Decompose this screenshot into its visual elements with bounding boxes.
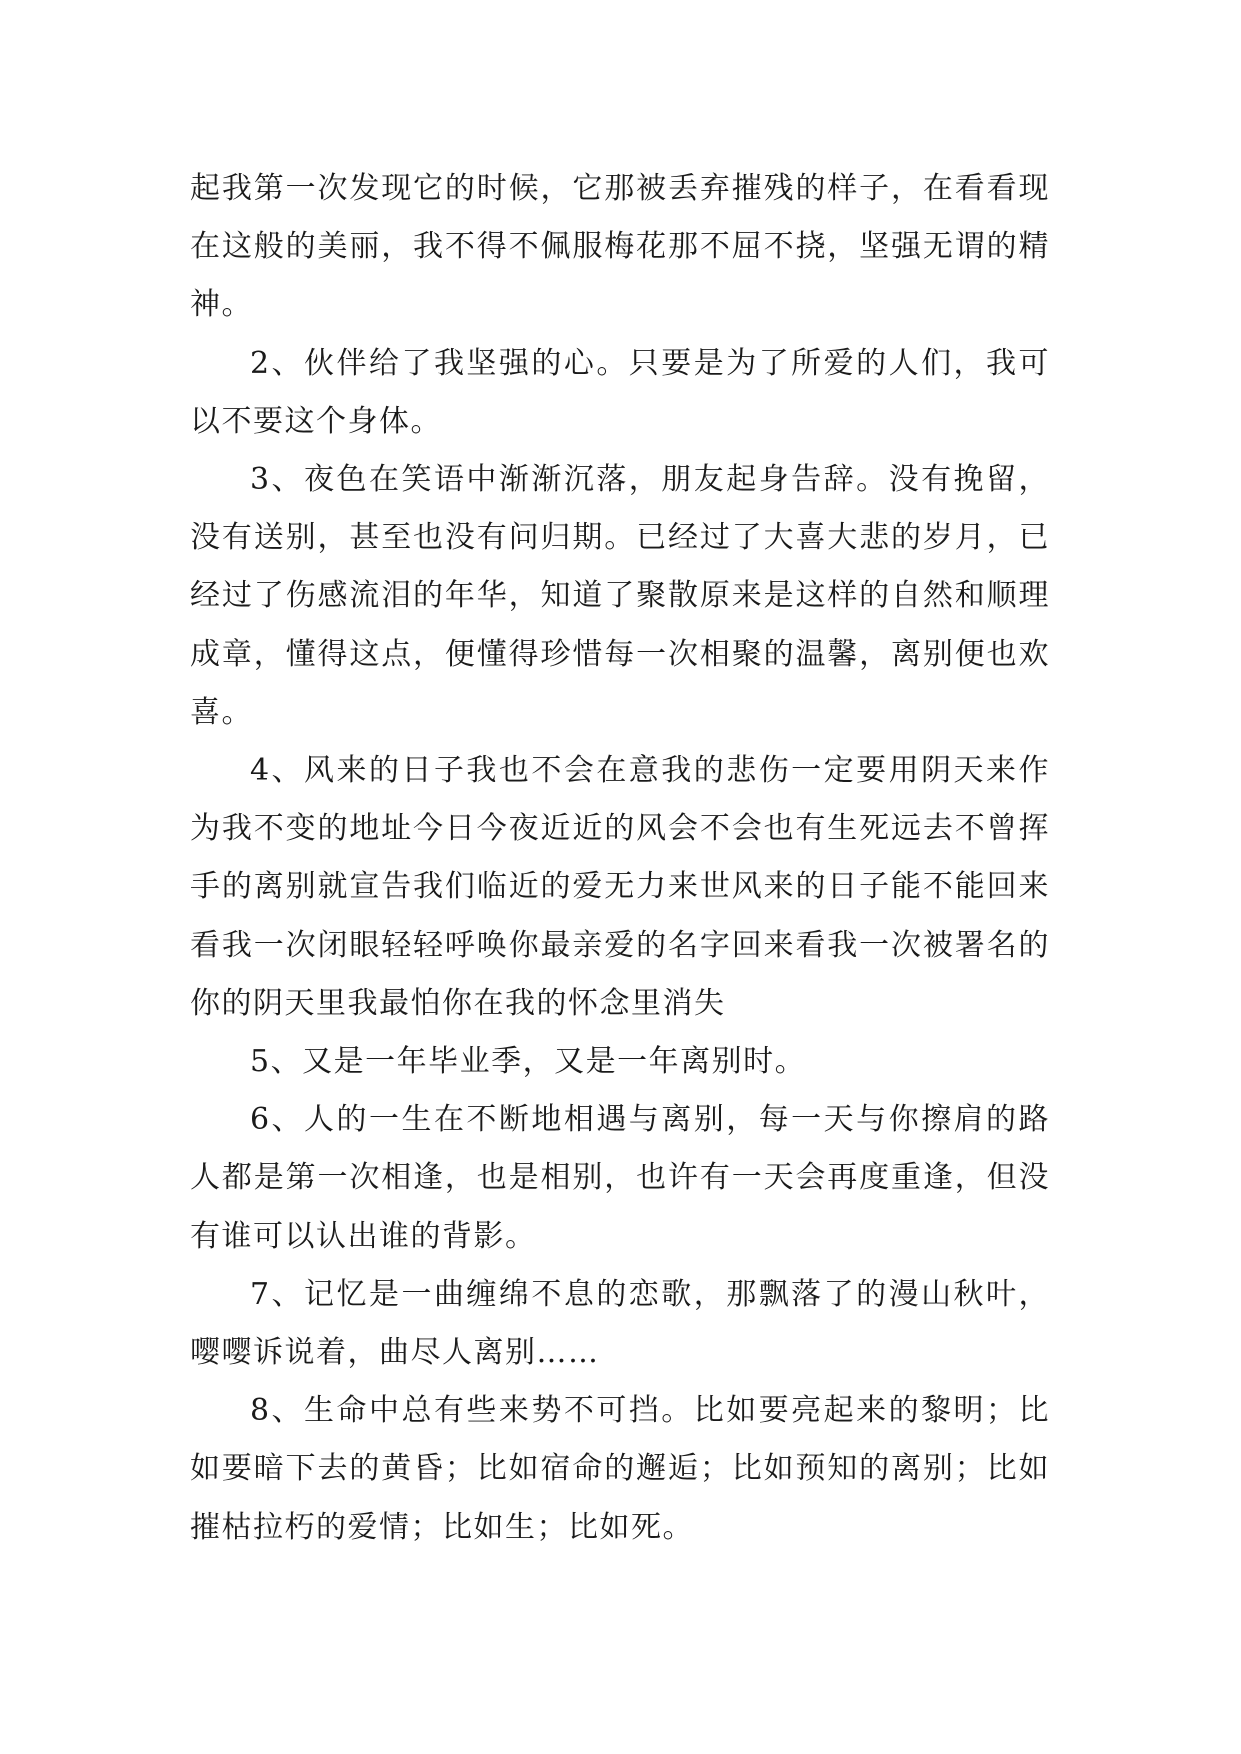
document-body — [190, 160, 1050, 1557]
paragraph-item-4: 4、风来的日子我也不会在意我的悲伤一定要用阴天来作为我不变的地址今日今夜近近的风会不会也有生死远去不曾挥手的离别就宣告我们临近的爱无力来世风来的日子能不能回来看我一次闭眼轻轻呼唤你最亲爱的名字回来看我一次被署名的你的阴天里我最怕你在我的怀念里消失 — [190, 753, 1050, 1021]
paragraph-item-3: 3、夜色在笑语中渐渐沉落，朋友起身告辞。没有挽留，没有送别，甚至也没有问归期。已经过了大喜大悲的岁月，已经过了伤感流泪的年华，知道了聚散原来是这样的自然和顺理成章，懂得这点，便懂得珍惜每一次相聚的温馨，离别便也欢喜。 — [190, 462, 1050, 730]
paragraph-item-6: 6、人的一生在不断地相遇与离别，每一天与你擦肩的路人都是第一次相逢，也是相别，也许有一天会再度重逢，但没有谁可以认出谁的背影。 — [190, 1102, 1050, 1254]
paragraph-item-7: 7、记忆是一曲缠绵不息的恋歌，那飘落了的漫山秋叶，嘤嘤诉说着，曲尽人离别…… — [190, 1276, 1050, 1371]
paragraph-item-5: 5、又是一年毕业季，又是一年离别时。 — [250, 1044, 807, 1080]
paragraph-item-8: 8、生命中总有些来势不可挡。比如要亮起来的黎明；比如要暗下去的黄昏；比如宿命的邂逅；比如预知的离别；比如摧枯拉朽的爱情；比如生；比如死。 — [190, 1393, 1050, 1545]
paragraph-item-2: 2、伙伴给了我坚强的心。只要是为了所爱的人们，我可以不要这个身体。 — [190, 345, 1050, 439]
paragraph-continued: 起我第一次发现它的时候，它那被丢弃摧残的样子，在看看现在这般的美丽，我不得不佩服梅花那不屈不挠，坚强无谓的精神。 — [190, 171, 1050, 323]
